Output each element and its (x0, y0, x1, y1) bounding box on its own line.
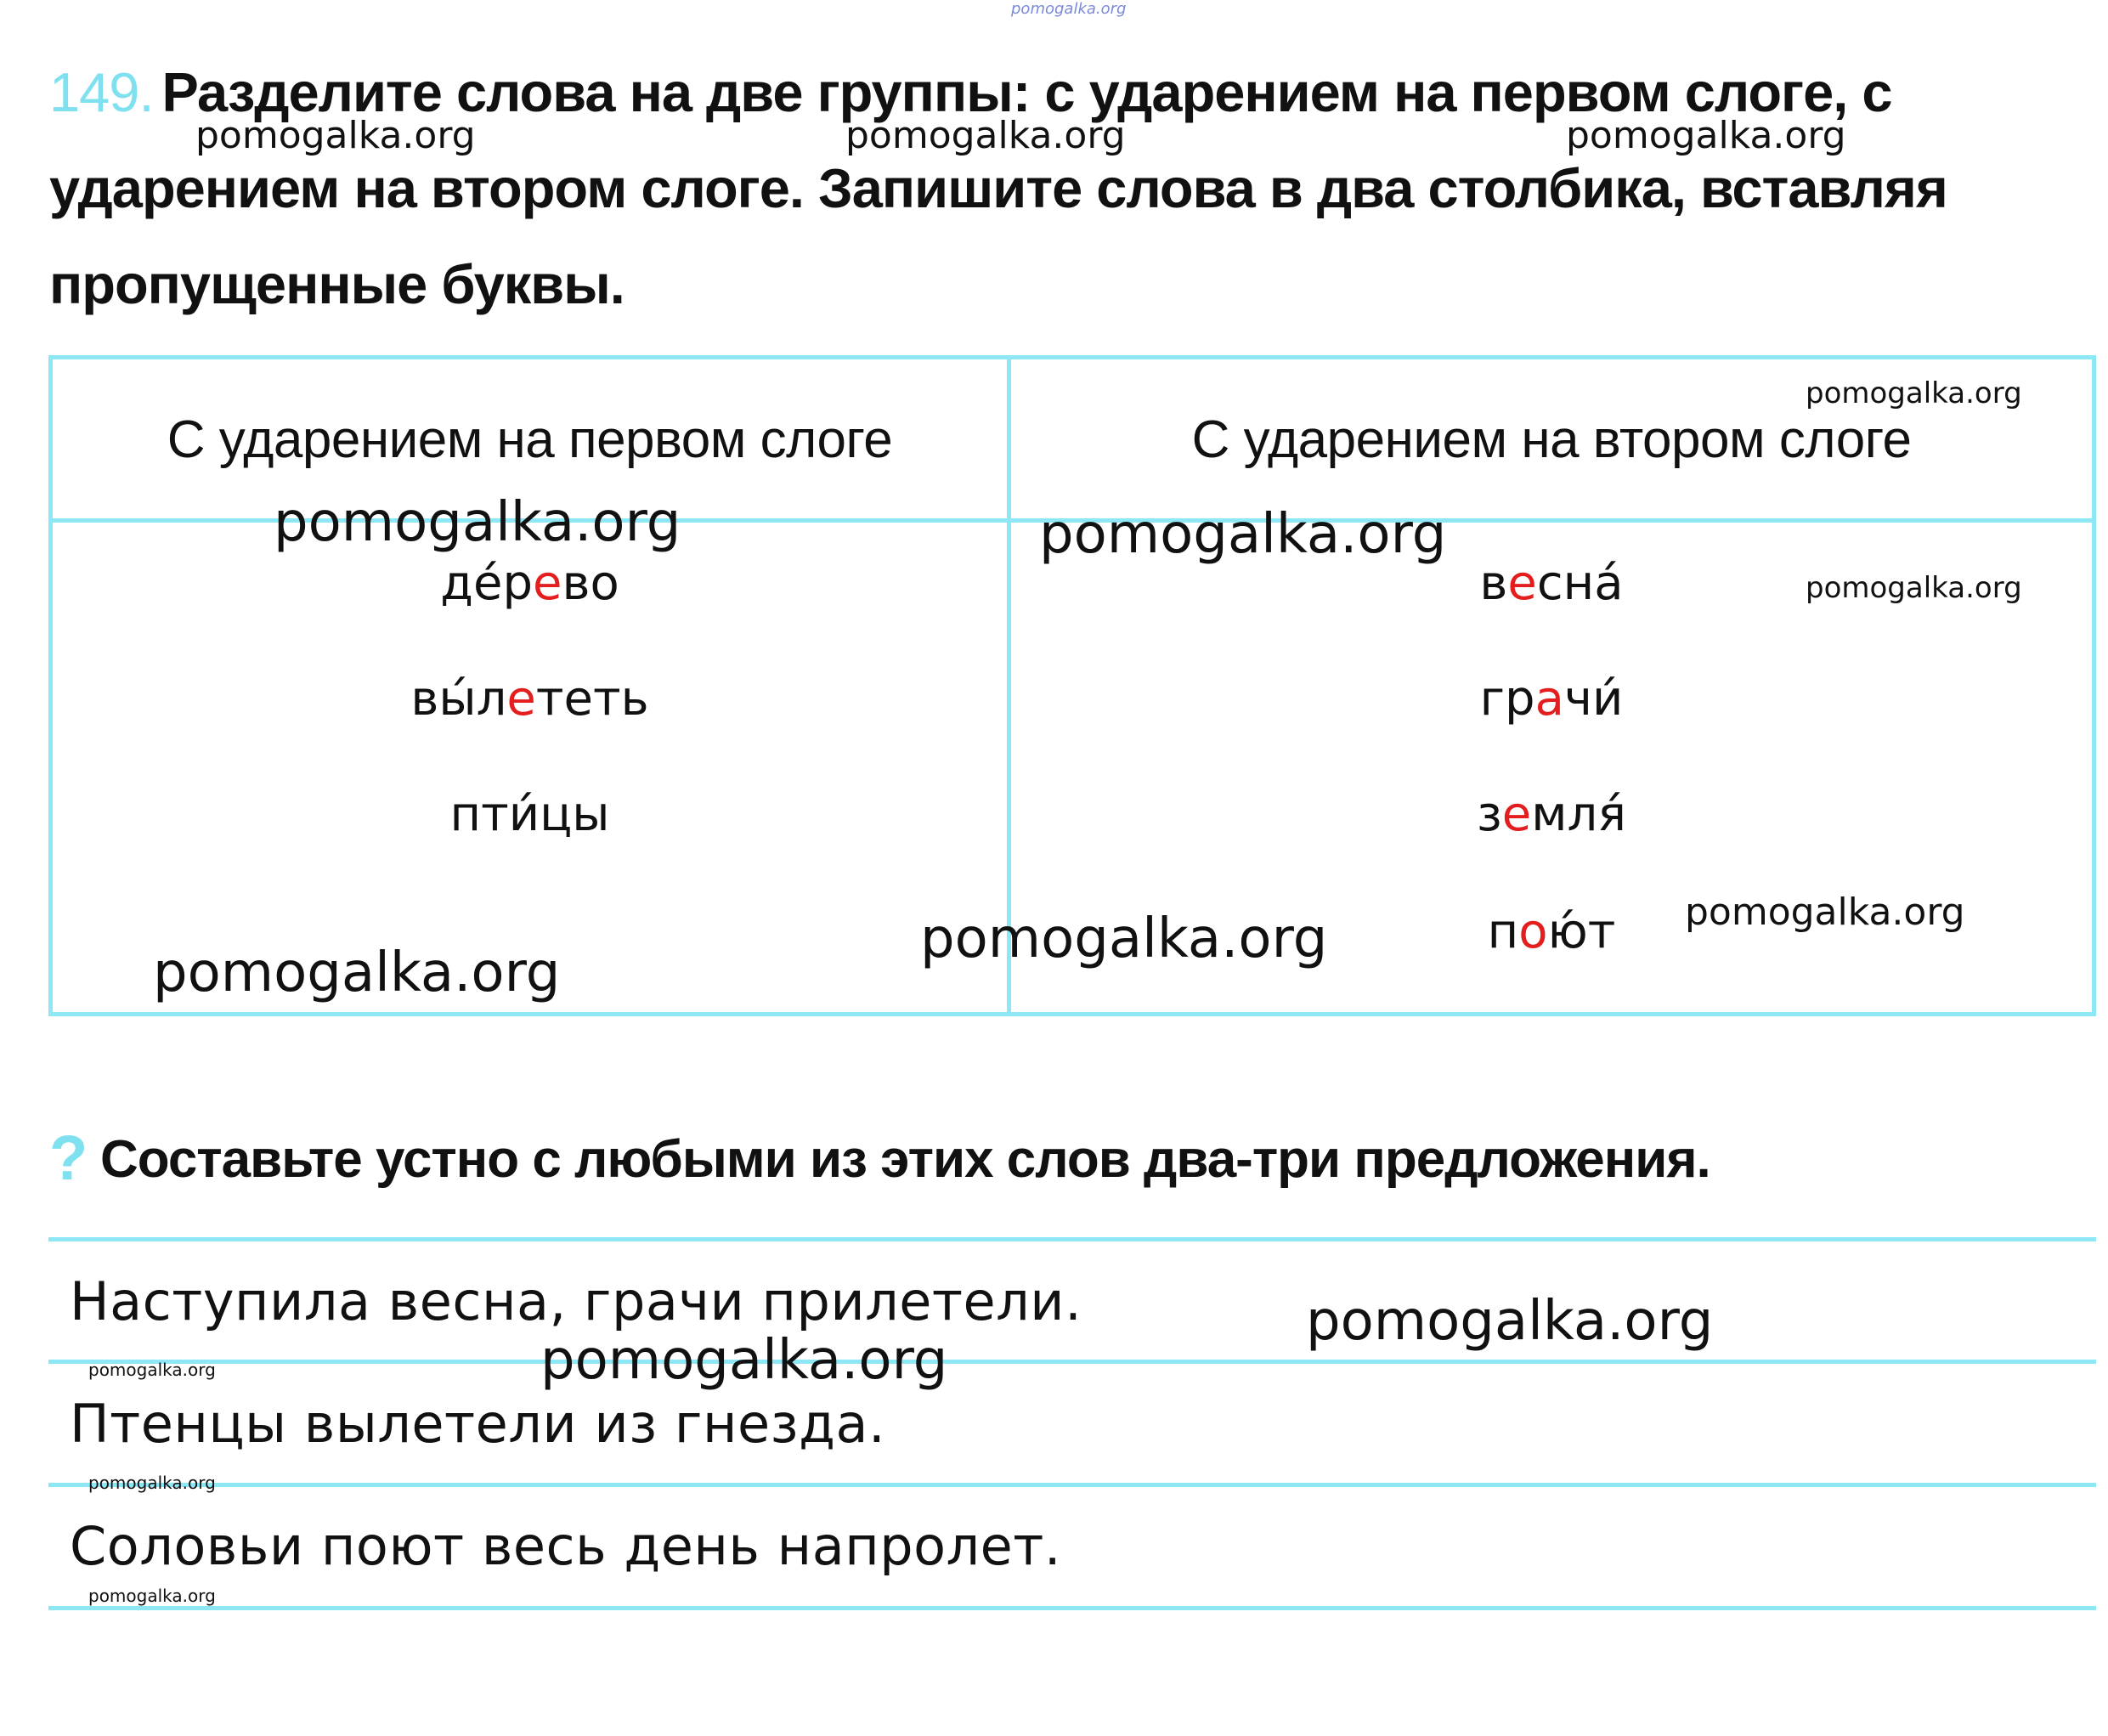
watermark: pomogalka.org (1806, 376, 2022, 410)
watermark: pomogalka.org (1806, 571, 2022, 605)
watermark: pomogalka.org (153, 942, 561, 1004)
word-part: де́р (440, 556, 533, 611)
answer-rule (48, 1360, 2096, 1364)
watermark: pomogalka.org (1566, 114, 1846, 157)
table-word (53, 670, 1007, 729)
watermark: pomogalka.org (540, 1329, 948, 1392)
word-part: в (1479, 556, 1508, 611)
word-part: пти́цы (449, 787, 610, 842)
watermark: pomogalka.org (195, 114, 476, 157)
word-part: во (562, 556, 619, 611)
table-word (53, 785, 1007, 845)
word-part: теть (535, 671, 649, 727)
task-heading (49, 44, 2063, 332)
answer-rule (48, 1483, 2096, 1487)
answer-rule (48, 1237, 2096, 1241)
answer-rule (48, 1606, 2096, 1610)
word-part: чи́ (1563, 671, 1624, 727)
task-number: 149. (49, 61, 154, 123)
watermark: pomogalka.org (88, 1473, 216, 1493)
answer-line: Птенцы вылетели из гнезда. (70, 1393, 886, 1455)
watermark: pomogalka.org (1039, 503, 1447, 566)
question-mark-icon: ? (49, 1122, 88, 1193)
watermark: pomogalka.org (1306, 1290, 1714, 1353)
table-word (1011, 785, 2092, 845)
watermark: pomogalka.org (88, 1360, 216, 1380)
watermark: pomogalka.org (845, 114, 1126, 157)
word-part: вы́л (410, 671, 507, 727)
word-part: мля́ (1531, 787, 1626, 842)
watermark: pomogalka.org (88, 1586, 216, 1606)
answer-line: Соловьи поют весь день напролет. (70, 1515, 1062, 1577)
inserted-letter: е (533, 556, 562, 611)
watermark: pomogalka.org (274, 491, 681, 554)
word-part: сна́ (1536, 556, 1624, 611)
inserted-letter: о (1518, 904, 1548, 959)
inserted-letter: е (1507, 556, 1537, 611)
table-header-first-syllable: С ударением на первом слоге (167, 410, 893, 469)
word-part: гр (1479, 671, 1535, 727)
watermark: pomogalka.org (920, 908, 1328, 970)
answer-line: Наступила весна, грачи прилетели. (70, 1270, 1082, 1332)
word-part: ю́т (1547, 904, 1616, 959)
table-word (1011, 670, 2092, 729)
watermark: pomogalka.org (1685, 891, 1965, 934)
inserted-letter: е (1501, 787, 1532, 842)
task-text: Разделите слова на две группы: с ударением на первом слоге, с ударением на втором слоге. Запишите слова в два столбика, вставляя пропущенные буквы. (49, 61, 1947, 315)
inserted-letter: а (1534, 671, 1564, 727)
inserted-letter: е (506, 671, 536, 727)
question-text: Составьте устно с любыми из этих слов два-три предложения. (100, 1130, 1710, 1189)
table-header-second-syllable: С ударением на втором слоге (1191, 410, 1912, 469)
watermark-top: pomogalka.org (1011, 0, 1127, 18)
word-part: п (1487, 904, 1519, 959)
word-part: з (1477, 787, 1502, 842)
table-word (53, 554, 1007, 614)
